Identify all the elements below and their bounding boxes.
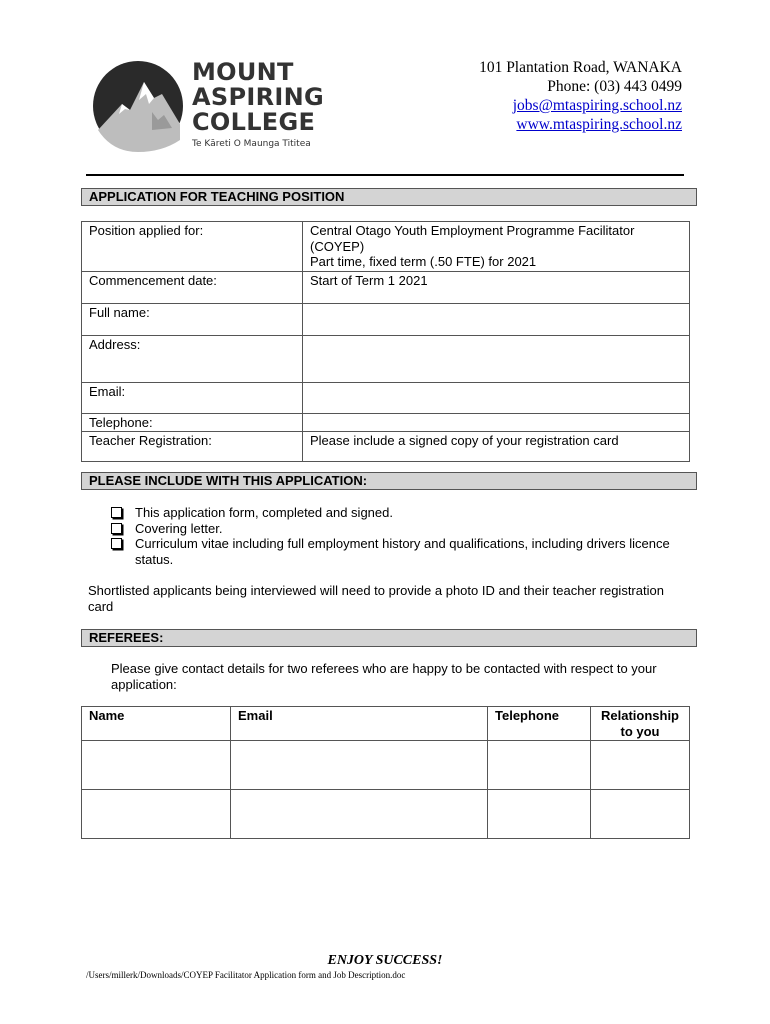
checkbox-icon [111,523,122,534]
address-text: 101 Plantation Road, WANAKA [479,59,682,76]
include-checklist [110,505,690,567]
position-value-line: Part time, fixed term (.50 FTE) for 2021 [310,254,537,269]
position-label: Position applied for: [82,222,303,272]
table-row [82,222,690,272]
contact-block [479,58,682,134]
full-name-field[interactable] [303,303,690,335]
footer-file-path: /Users/millerk/Downloads/COYEP Facilitator Application form and Job Description.doc [86,970,406,980]
college-logo [92,58,342,153]
logo-line-college: COLLEGE [192,108,316,136]
logo-tagline: Te Kāreti O Maunga Tititea [192,139,311,149]
column-header-email: Email [231,707,488,741]
full-name-label: Full name: [82,303,303,335]
logo-line-mount: MOUNT [192,58,294,86]
referee-1-name-cell[interactable] [82,741,231,790]
commencement-value[interactable]: Start of Term 1 2021 [303,271,690,303]
mountain-emblem-icon [92,60,184,152]
commencement-label: Commencement date: [82,271,303,303]
telephone-field[interactable] [303,413,690,432]
column-header-telephone: Telephone [488,707,591,741]
referee-2-telephone-cell[interactable] [488,790,591,839]
table-row [82,790,690,839]
column-header-name: Name [82,707,231,741]
table-row [82,413,690,432]
position-value[interactable] [303,222,690,272]
college-name [192,60,324,150]
list-item [110,521,690,537]
table-row [82,382,690,413]
table-row [82,741,690,790]
telephone-label: Telephone: [82,413,303,432]
application-table [81,221,690,462]
checkbox-icon [111,507,122,518]
list-item-text: Covering letter. [135,520,223,536]
table-header-row [82,707,690,741]
logo-line-aspiring: ASPIRING [192,83,324,111]
list-item-text: This application form, completed and signed. [135,505,393,520]
address-label: Address: [82,335,303,382]
address-field[interactable] [303,335,690,382]
table-row [82,432,690,462]
referees-table [81,706,690,839]
email-link[interactable]: jobs@mtaspiring.school.nz [512,97,682,114]
checkbox-icon [111,538,122,549]
position-value-line: (COYEP) [310,238,365,254]
header-divider [86,174,684,176]
referees-intro: Please give contact details for two referees who are happy to be contacted with respect to your application: [111,661,657,692]
phone-text: Phone: (03) 443 0499 [547,78,682,95]
shortlist-note: Shortlisted applicants being interviewed will need to provide a photo ID and their teacher registration card [88,583,664,614]
referee-1-telephone-cell[interactable] [488,741,591,790]
table-row [82,303,690,335]
table-row [82,271,690,303]
list-item [110,536,690,567]
referee-2-email-cell[interactable] [231,790,488,839]
position-value-line: Central Otago Youth Employment Programme Facilitator [310,223,635,238]
application-heading: APPLICATION FOR TEACHING POSITION [81,188,697,206]
website-link[interactable]: www.mtaspiring.school.nz [516,116,682,133]
column-header-relationship: Relationship to you [591,707,690,741]
registration-label: Teacher Registration: [82,432,303,462]
referee-2-name-cell[interactable] [82,790,231,839]
referee-2-relationship-cell[interactable] [591,790,690,839]
referees-heading: REFEREES: [81,629,697,647]
registration-value[interactable]: Please include a signed copy of your registration card [303,432,690,462]
include-heading: PLEASE INCLUDE WITH THIS APPLICATION: [81,472,697,490]
footer-slogan: ENJOY SUCCESS! [327,953,443,968]
email-label: Email: [82,382,303,413]
referee-1-relationship-cell[interactable] [591,741,690,790]
list-item [110,505,690,521]
list-item-text: Curriculum vitae including full employment history and qualifications, including drivers licence status. [135,536,670,567]
email-field[interactable] [303,382,690,413]
referee-1-email-cell[interactable] [231,741,488,790]
table-row [82,335,690,382]
